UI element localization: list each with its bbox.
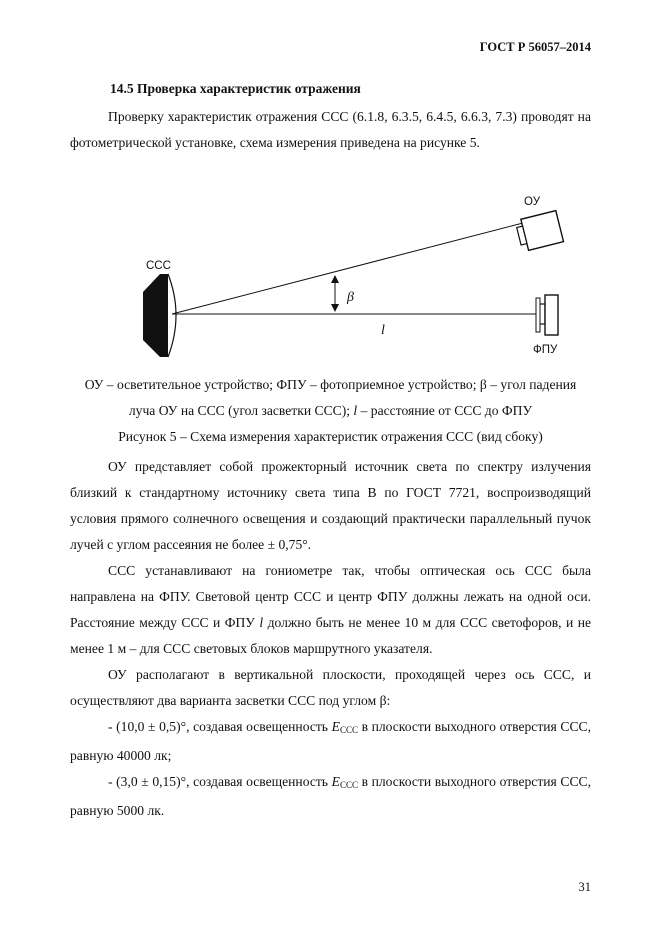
- list-item: [70, 769, 591, 824]
- figure-legend: [70, 372, 591, 450]
- label-l: l: [381, 323, 385, 338]
- angle-arrowhead-bottom: [331, 304, 339, 312]
- p2-part-b: должно быть не менее 10 м для ССС светофоров, и не менее 1 м – для ССС световых блоков маршрутного указателя.: [70, 615, 591, 656]
- sss-lens: [168, 274, 176, 357]
- angle-arrowhead-top: [331, 275, 339, 283]
- item1-part-b: в плоскости выходного отверстия ССС, равную 40000 лк;: [70, 719, 592, 763]
- label-ou: ОУ: [524, 196, 540, 208]
- fpu-device: [536, 295, 558, 335]
- section-title: 14.5 Проверка характеристик отражения: [110, 81, 361, 96]
- legend-part2: – расстояние от ССС до ФПУ: [360, 403, 533, 418]
- item1-sub: ССС: [339, 725, 358, 735]
- legend-part1: ОУ – осветительное устройство; ФПУ – фотоприемное устройство; β – угол падения луча ОУ на ССС (угол засветки ССС);: [84, 377, 577, 418]
- figure-caption: Рисунок 5 – Схема измерения характеристик отражения ССС (вид сбоку): [118, 429, 543, 444]
- item2-part-b: в плоскости выходного отверстия ССС, равную 5000 лк.: [70, 774, 592, 818]
- item2-part-a: - (3,0 ± 0,15)°, создавая освещенность: [108, 774, 329, 789]
- legend-l: l: [353, 403, 358, 418]
- label-fpu: ФПУ: [533, 344, 558, 356]
- list-item: [70, 714, 591, 769]
- p2-l: l: [259, 615, 264, 630]
- item1-e: E: [331, 719, 340, 734]
- ou-device: [515, 211, 563, 252]
- item2-sub: ССС: [339, 780, 358, 790]
- body-text: [70, 454, 591, 824]
- item2-e: E: [331, 774, 340, 789]
- sss-shape: [143, 274, 168, 357]
- paragraph-ou-placement: ОУ располагают в вертикальной плоскости, проходящей через ось ССС, и осуществляют два варианта засветки ССС под углом β:: [70, 667, 591, 708]
- label-sss: ССС: [146, 260, 171, 272]
- intro-text: Проверку характеристик отражения ССС (6.1.8, 6.3.5, 6.4.5, 6.6.3, 7.3) проводят на фотометрической установке, схема измерения приведена на рисунке 5.: [70, 109, 591, 150]
- label-beta: β: [347, 290, 354, 305]
- diagram-svg: [0, 180, 661, 380]
- p2-part-a: ССС устанавливают на гониометре так, чтобы оптическая ось ССС была направлена на ФПУ. Световой центр ССС и центр ФПУ должны лежать на одной оси. Расстояние между ССС и ФПУ: [70, 563, 591, 630]
- document-code: ГОСТ Р 56057–2014: [479, 40, 591, 54]
- paragraph-sss-setup: [70, 558, 591, 662]
- intro-paragraph: [70, 104, 591, 156]
- paragraph-ou: ОУ представляет собой прожекторный источник света по спектру излучения близкий к стандартному источнику света типа В по ГОСТ 7721, воспроизводящий условия прямого солнечного освещения и создающий практически параллельный пучок лучей с углом рассеяния не более ± 0,75°.: [70, 459, 591, 552]
- item1-part-a: - (10,0 ± 0,5)°, создавая освещенность: [108, 719, 329, 734]
- measurement-diagram: [0, 180, 661, 380]
- page-number: 31: [578, 880, 591, 894]
